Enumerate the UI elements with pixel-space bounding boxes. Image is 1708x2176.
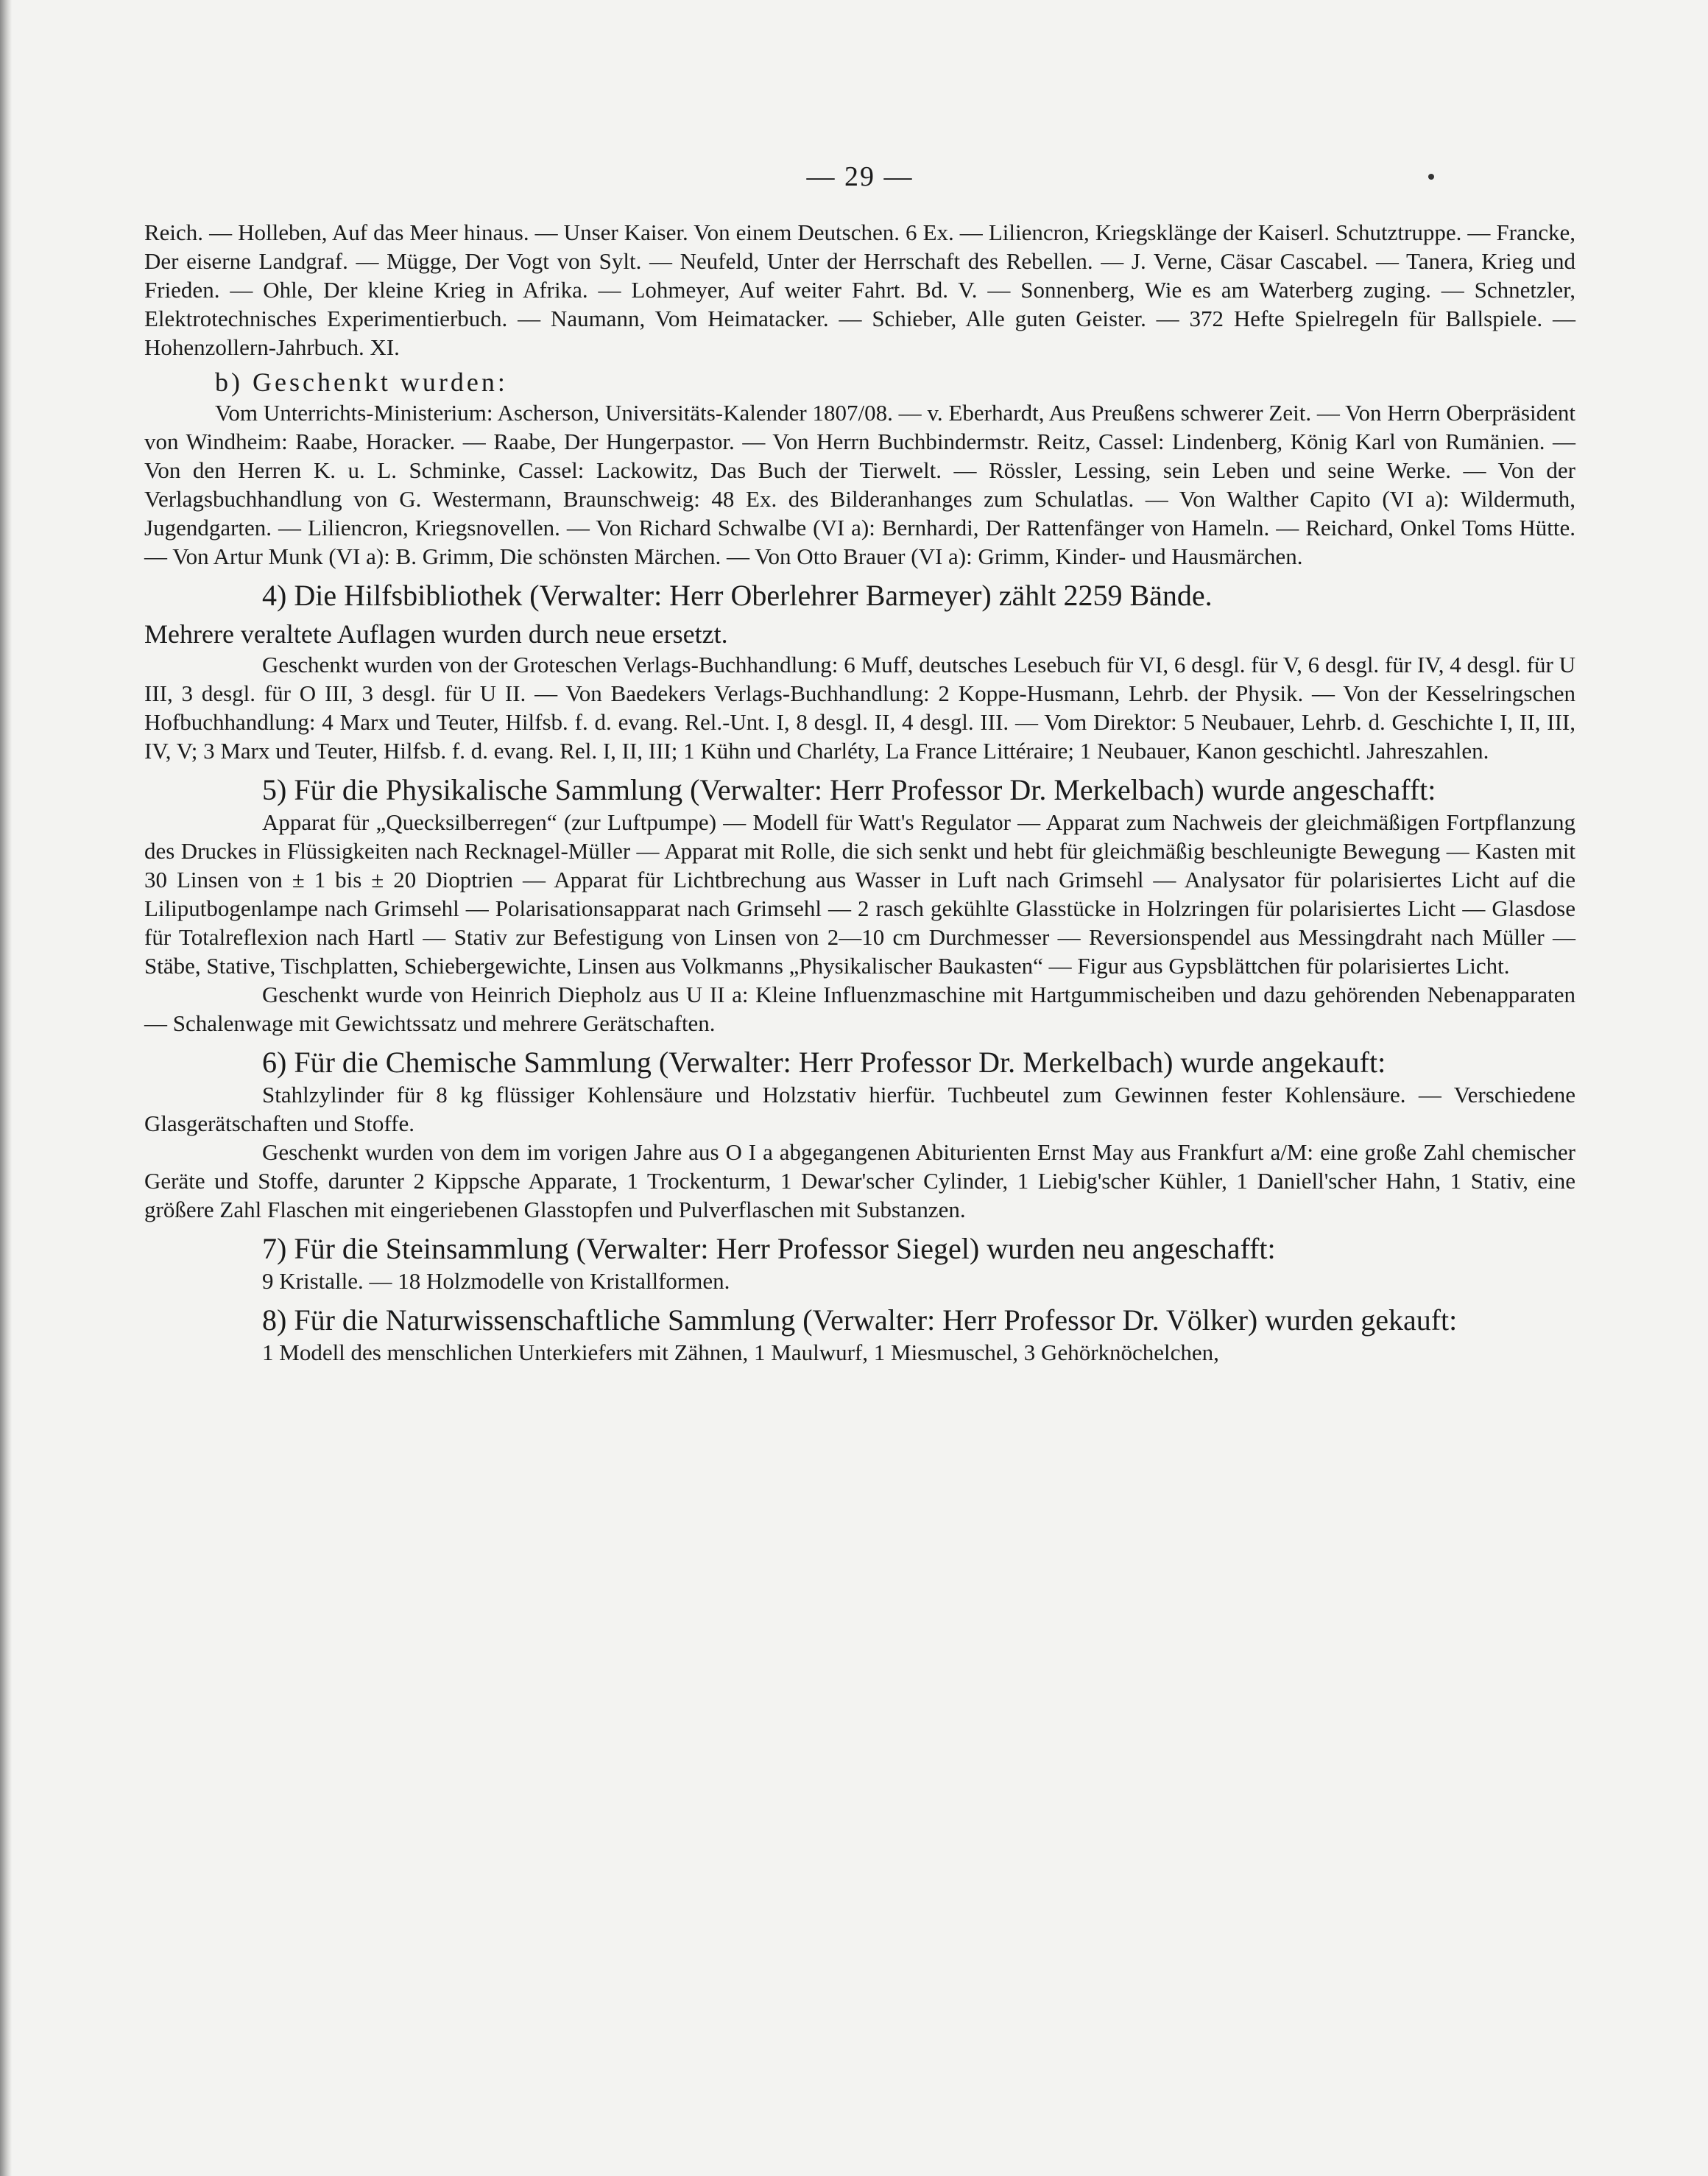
section-7-heading: 7) Für die Steinsammlung (Verwalter: Herr Professor Siegel) wurden neu angeschafft: — [262, 1232, 1276, 1265]
section-4-heading: 4) Die Hilfsbibliothek (Verwalter: Herr Oberlehrer Barmeyer) zählt 2259 Bände. — [262, 579, 1213, 612]
section-4-subline: Mehrere veraltete Auflagen wurden durch neue ersetzt. — [144, 619, 728, 649]
section-b-text: Vom Unterrichts-Ministerium: Ascherson, Universitäts-Kalender 1807/08. — v. Eberhardt, Aus Preußens schwerer Zeit. — Von Herrn Oberpräsident von Windheim: Raabe, Horacker. — Raabe, Der Hungerpastor. — Von Herrn Buchbindermstr. Reitz, Cassel: Lindenberg, König Karl von Rumänien. — Von den Herren K. u. L. Schminke, Cassel: Lackowitz, Das Buch der Tierwelt. — Rössler, Lessing, sein Leben und seine Werke. — Von der Verlagsbuchhandlung von G. Westermann, Braunschweig: 48 Ex. des Bilderanhanges zum Schulatlas. — Von Walther Capito (VI a): Wildermuth, Jugendgarten. — Liliencron, Kriegsnovellen. — Von Richard Schwalbe (VI a): Bernhardi, Der Rattenfänger von Hameln. — Reichard, Onkel Toms Hütte. — Von Artur Munk (VI a): B. Grimm, Die schönsten Märchen. — Von Otto Brauer (VI a): Grimm, Kinder- und Hausmärchen. — [144, 400, 1575, 569]
section-8-heading: 8) Für die Naturwissenschaftliche Sammlung (Verwalter: Herr Professor Dr. Völker) wurden gekauft: — [262, 1303, 1458, 1337]
page-number: — 29 — — [806, 161, 914, 192]
page-edge-shadow — [0, 0, 12, 2176]
section-6-gift: Geschenkt wurden von dem im vorigen Jahre aus O I a abgegangenen Abiturienten Ernst May aus Frankfurt a/M: eine große Zahl chemischer Geräte und Stoffe, darunter 2 Kippsche Apparate, 1 Trockenturm, 1 Dewar'scher Cylinder, 1 Liebig'scher Kühler, 1 Daniell'scher Hahn, 1 Stativ, eine größere Zahl Flaschen mit eingeriebenen Glasstopfen und Pulverflaschen mit Substanzen. — [144, 1139, 1575, 1222]
section-6-text: Stahlzylinder für 8 kg flüssiger Kohlensäure und Holzstativ hierfür. Tuchbeutel zum Gewinnen fester Kohlensäure. — Verschiedene Glasgerätschaften und Stoffe. — [144, 1082, 1575, 1136]
intro-paragraph: Reich. — Holleben, Auf das Meer hinaus. — Unser Kaiser. Von einem Deutschen. 6 Ex. — Liliencron, Kriegsklänge der Kaiserl. Schutztruppe. — Francke, Der eiserne Landgraf. — Mügge, Der Vogt von Sylt. — Neufeld, Unter der Herrschaft des Rebellen. — J. Verne, Cäsar Cascabel. — Tanera, Krieg und Frieden. — Ohle, Der kleine Krieg in Afrika. — Lohmeyer, Auf weiter Fahrt. Bd. V. — Sonnenberg, Wie es am Waterberg zuging. — Schnetzler, Elektrotechnisches Experimentierbuch. — Naumann, Vom Heimatacker. — Schieber, Alle guten Geister. — 372 Hefte Spielregeln für Ballspiele. — Hohenzollern-Jahrbuch. XI. — [144, 219, 1575, 360]
section-5-heading: 5) Für die Physikalische Sammlung (Verwalter: Herr Professor Dr. Merkelbach) wurde angeschafft: — [262, 773, 1436, 806]
document-page — [144, 147, 1575, 1367]
section-5-gift: Geschenkt wurde von Heinrich Diepholz aus U II a: Kleine Influenzmaschine mit Hartgummischeiben und dazu gehörenden Nebenapparaten — Schalenwage mit Gewichtssatz und mehrere Gerätschaften. — [144, 982, 1575, 1036]
section-5-text: Apparat für „Quecksilberregen“ (zur Luftpumpe) — Modell für Watt's Regulator — Apparat zum Nachweis der gleichmäßigen Fortpflanzung des Druckes in Flüssigkeiten nach Recknagel-Müller — Apparat mit Rolle, die sich senkt und hebt für gleichmäßig beschleunigte Bewegung — Kasten mit 30 Linsen von ± 1 bis ± 20 Dioptrien — Apparat für Lichtbrechung aus Wasser in Luft nach Grimsehl — Analysator für polarisiertes Licht auf die Liliputbogenlampe nach Grimsehl — Polarisationsapparat nach Grimsehl — 2 rasch gekühlte Glasstücke in Holzringen für polarisiertes Licht — Glasdose für Totalreflexion nach Hartl — Stativ zur Befestigung von Linsen von 2—10 cm Durchmesser — Reversionspendel aus Messingdraht nach Müller — Stäbe, Stative, Tischplatten, Schiebergewichte, Linsen aus Volkmanns „Physikalischer Baukasten“ — Figur aus Gypsblättchen für polarisiertes Licht. — [144, 809, 1575, 979]
section-6-heading: 6) Für die Chemische Sammlung (Verwalter: Herr Professor Dr. Merkelbach) wurde angekauft: — [262, 1046, 1386, 1079]
section-8-text: 1 Modell des menschlichen Unterkiefers mit Zähnen, 1 Maulwurf, 1 Miesmuschel, 3 Gehörknöchelchen, — [262, 1339, 1219, 1365]
section-7-text: 9 Kristalle. — 18 Holzmodelle von Kristallformen. — [262, 1268, 730, 1294]
section-4-text: Geschenkt wurden von der Groteschen Verlags-Buchhandlung: 6 Muff, deutsches Lesebuch für VI, 6 desgl. für V, 6 desgl. für IV, 4 desgl. für U III, 3 desgl. für O III, 3 desgl. für U II. — Von Baedekers Verlags-Buchhandlung: 2 Koppe-Husmann, Lehrb. der Physik. — Von der Kesselringschen Hofbuchhandlung: 4 Marx und Teuter, Hilfsb. f. d. evang. Rel.-Unt. I, 8 desgl. II, 4 desgl. III. — Vom Direktor: 5 Neubauer, Lehrb. d. Geschichte I, II, III, IV, V; 3 Marx und Teuter, Hilfsb. f. d. evang. Rel. I, II, III; 1 Kühn und Charléty, La France Littéraire; 1 Neubauer, Kanon geschichtl. Jahreszahlen. — [144, 652, 1575, 764]
section-b-heading: b) Geschenkt wurden: — [215, 367, 508, 397]
